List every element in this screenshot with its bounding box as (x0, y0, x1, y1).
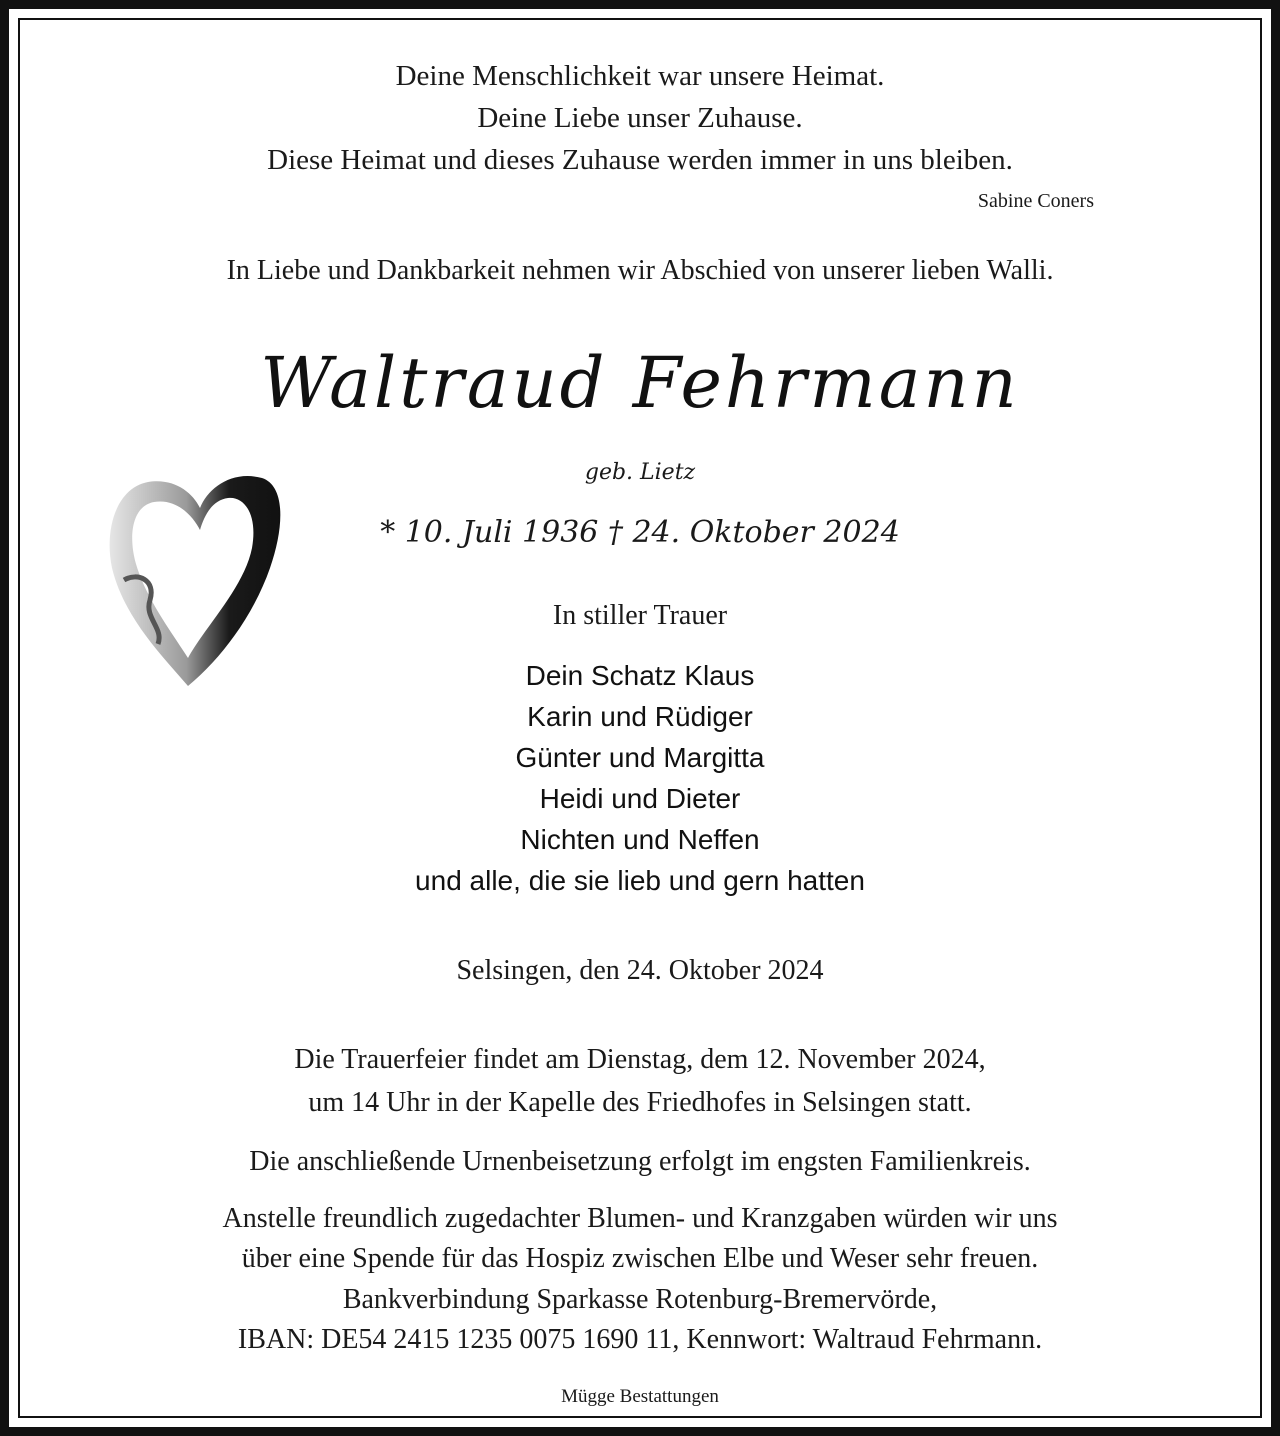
family-member: und alle, die sie lieb und gern hatten (415, 865, 865, 896)
deceased-name: Waltraud Fehrmann (260, 342, 1020, 424)
quote-author: Sabine Coners (977, 190, 1094, 212)
birth-name: geb. Lietz (584, 460, 696, 485)
donation-line-2: über eine Spende für das Hospiz zwischen Elbe und Weser sehr freuen. (241, 1243, 1039, 1274)
place-date: Selsingen, den 24. Oktober 2024 (456, 955, 824, 986)
funeral-home: Mügge Bestattungen (561, 1386, 719, 1407)
family-member: Karin und Rüdiger (527, 701, 753, 732)
life-dates: * 10. Juli 1936 † 24. Oktober 2024 (380, 515, 900, 550)
burial-text: Die anschließende Urnenbeisetzung erfolgt im engsten Familienkreis. (249, 1146, 1031, 1177)
family-member: Heidi und Dieter (539, 783, 741, 814)
family-member: Günter und Margitta (515, 742, 765, 773)
family-member: Nichten und Neffen (520, 824, 760, 855)
donation-line-1: Anstelle freundlich zugedachter Blumen- und Kranzgaben würden wir uns (222, 1203, 1058, 1234)
service-line-2: um 14 Uhr in der Kapelle des Friedhofes in Selsingen statt. (308, 1087, 972, 1118)
quote-line-1: Deine Menschlichkeit war unsere Heimat. (395, 60, 885, 92)
donation-line-4: IBAN: DE54 2415 1235 0075 1690 11, Kennwort: Waltraud Fehrmann. (237, 1324, 1043, 1355)
donation-line-3: Bankverbindung Sparkasse Rotenburg-Bremervörde, (342, 1284, 938, 1315)
intro-text: In Liebe und Dankbarkeit nehmen wir Abschied von unserer lieben Walli. (226, 255, 1054, 286)
service-line-1: Die Trauerfeier findet am Dienstag, dem 12. November 2024, (294, 1044, 986, 1075)
quote-line-2: Deine Liebe unser Zuhause. (477, 102, 803, 134)
mourning-label: In stiller Trauer (552, 600, 728, 631)
family-member: Dein Schatz Klaus (525, 660, 755, 691)
quote-line-3: Diese Heimat und dieses Zuhause werden immer in uns bleiben. (267, 144, 1013, 176)
